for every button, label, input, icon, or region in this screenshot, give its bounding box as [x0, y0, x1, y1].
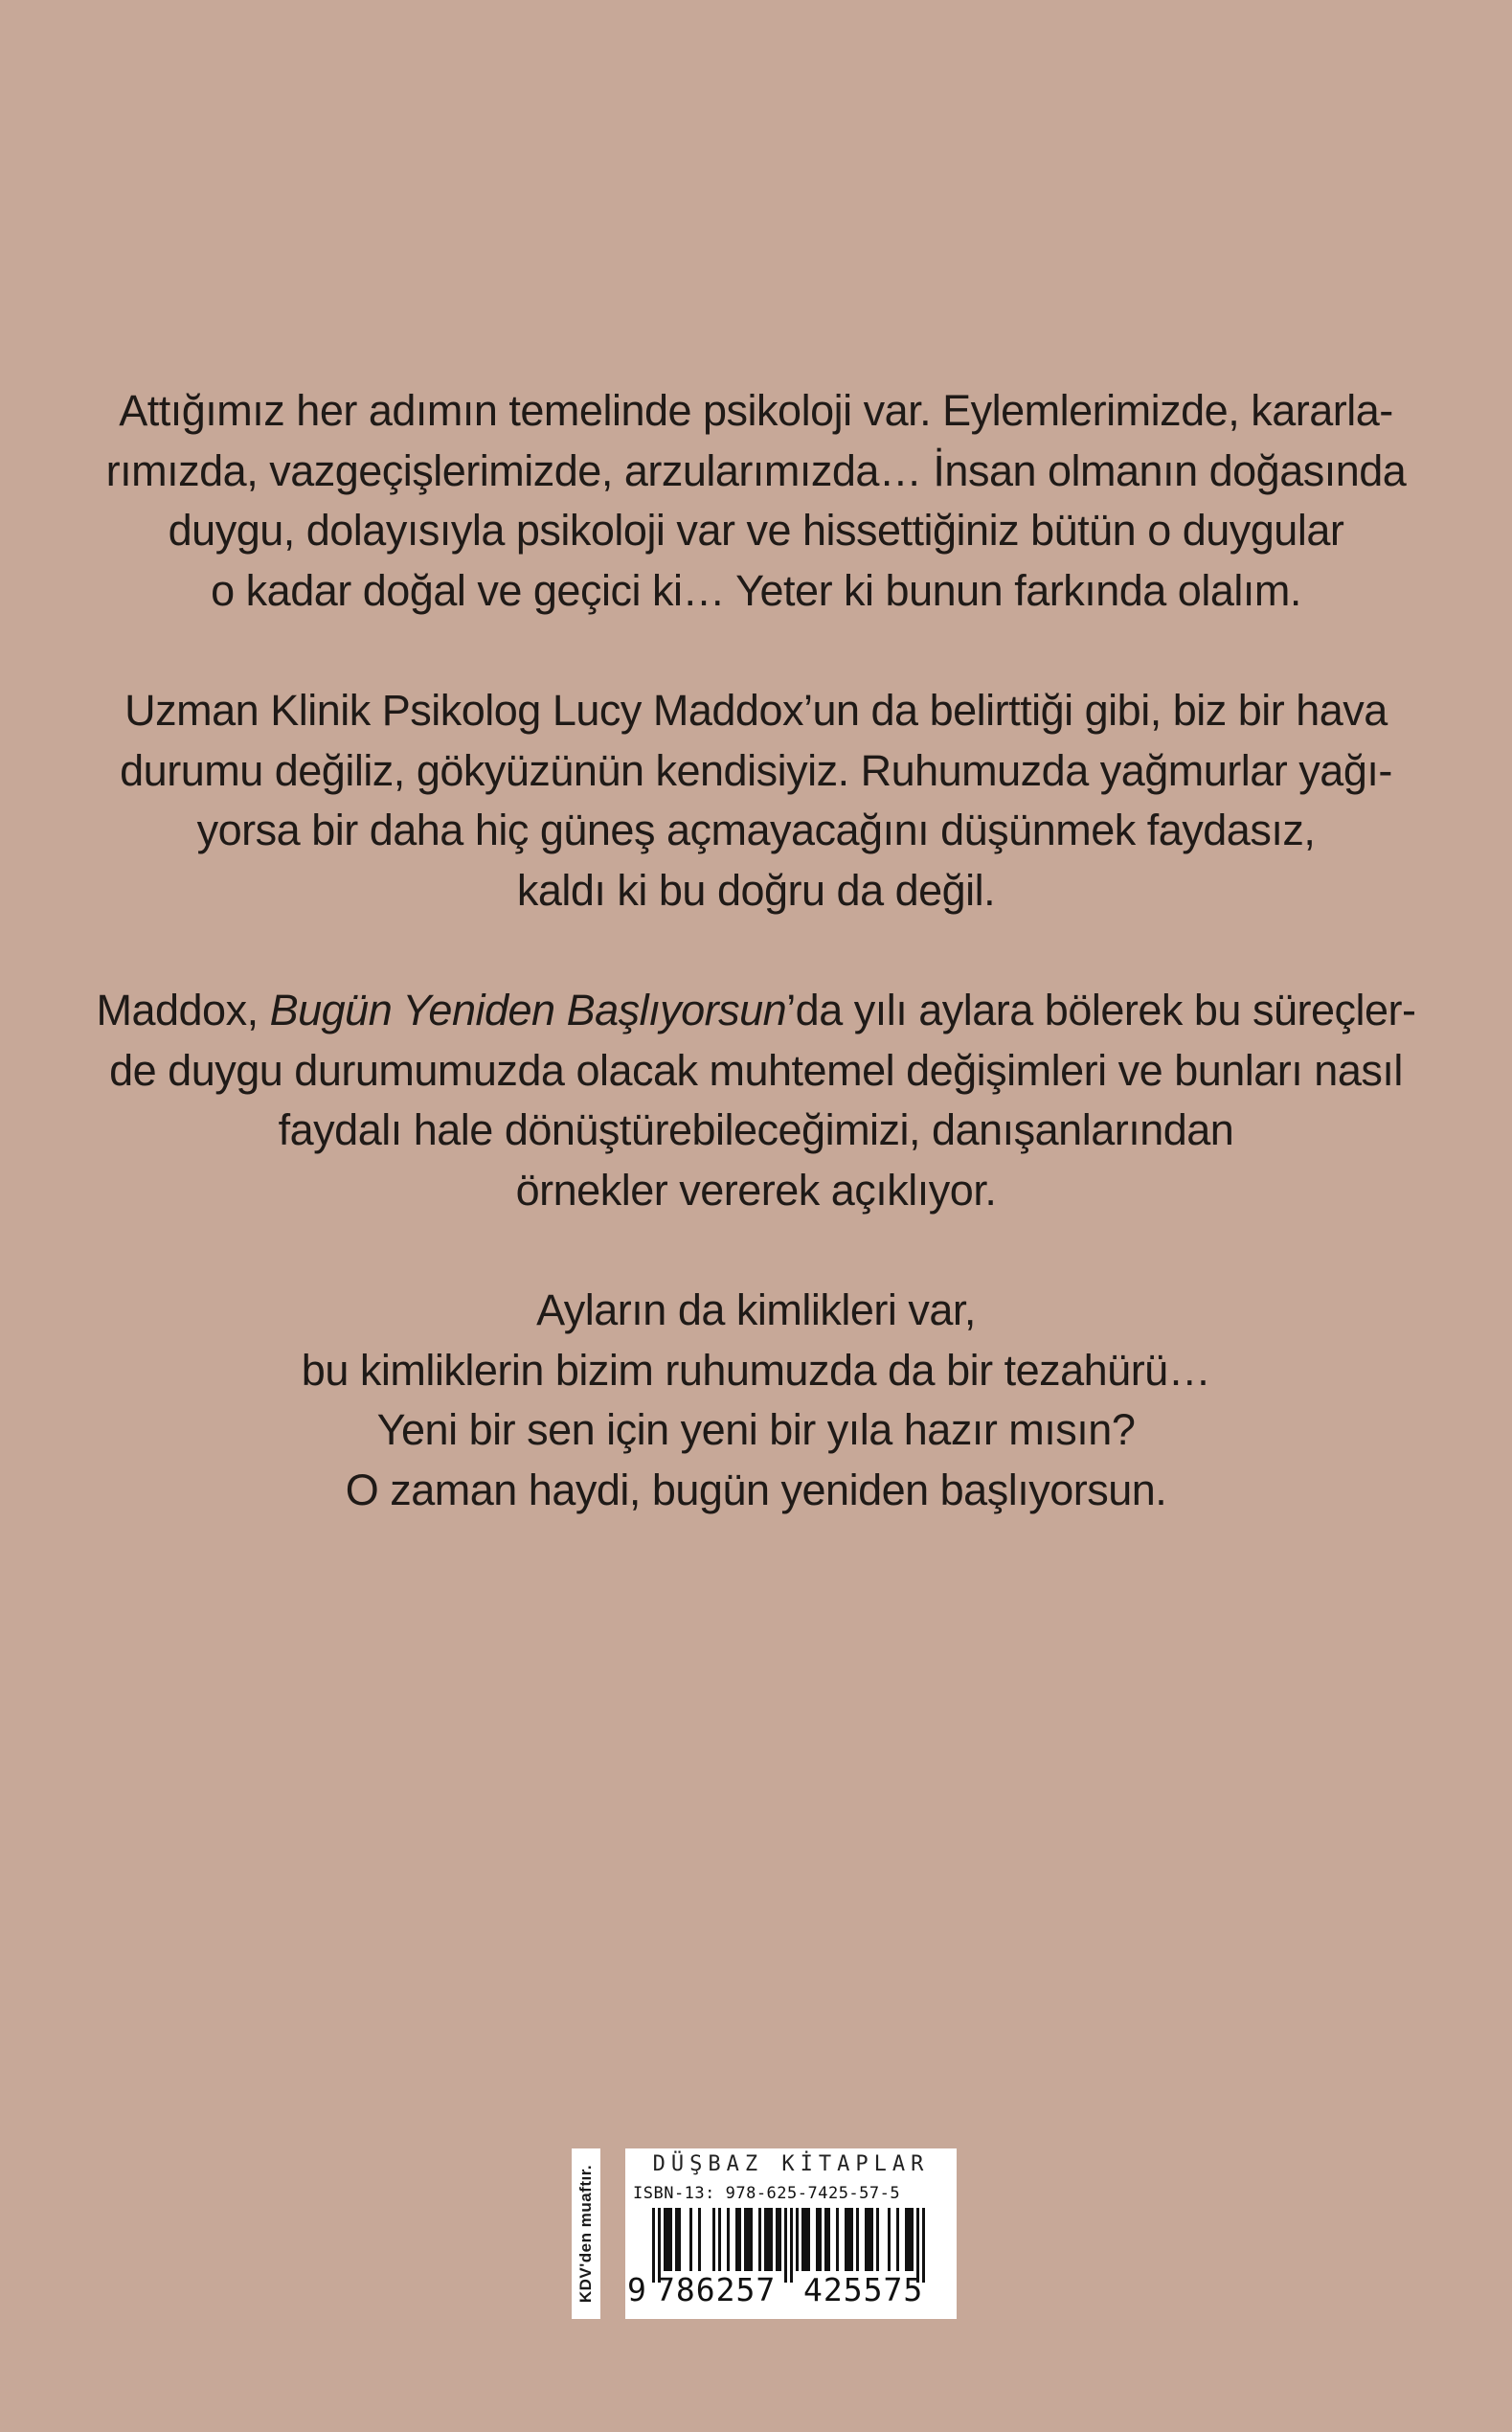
- publisher-name: DÜŞBAZ KİTAPLAR: [652, 2152, 930, 2176]
- isbn-label: ISBN-13: 978-625-7425-57-5: [633, 2184, 901, 2203]
- blurb-line: kaldı ki bu doğru da değil.: [516, 865, 996, 915]
- blurb-paragraph-4: [0, 1281, 1512, 1520]
- blurb-line: Uzman Klinik Psikolog Lucy Maddox’un da belirttiği gibi, biz bir hava: [124, 686, 1388, 735]
- barcode-bar: [758, 2208, 761, 2271]
- barcode-bar: [865, 2208, 873, 2271]
- barcode-bar: [718, 2208, 721, 2271]
- blurb-line: Attığımız her adımın temelinde psikoloji var. Eylemlerimizde, kararla-: [119, 386, 1393, 435]
- barcode-bar: [888, 2208, 891, 2271]
- barcode-bar: [876, 2208, 879, 2271]
- barcode-bar: [796, 2208, 799, 2271]
- blurb-line: o kadar doğal ve geçici ki… Yeter ki bunun farkında olalım.: [211, 565, 1301, 615]
- barcode-bar: [744, 2208, 753, 2271]
- blurb-line: de duygu durumumuzda olacak muhtemel değişimleri ve bunları nasıl: [109, 1045, 1403, 1095]
- barcode-bar: [845, 2208, 853, 2271]
- blurb-text: ’da yılı aylara bölerek bu süreçler-: [786, 986, 1416, 1034]
- barcode-bar: [664, 2208, 672, 2271]
- blurb-line: Ayların da kimlikleri var,: [536, 1285, 976, 1334]
- barcode-bar: [712, 2208, 715, 2271]
- barcode-bar: [790, 2208, 793, 2283]
- blurb-line: [0, 981, 1512, 1041]
- barcode-bar: [675, 2208, 681, 2271]
- barcode-bar: [784, 2208, 787, 2283]
- tax-exempt-note: [572, 2148, 600, 2319]
- book-title: Bugün Yeniden Başlıyorsun: [269, 986, 787, 1034]
- barcode-digit-group-1: 786257: [656, 2271, 777, 2308]
- blurb-line: durumu değiliz, gökyüzünün kendisiyiz. Ruhumuzda yağmurlar yağı-: [120, 745, 1392, 795]
- barcode-bar: [856, 2208, 859, 2271]
- barcode-block: [625, 2148, 957, 2319]
- tax-exempt-text: KDV'den muaftır.: [576, 2164, 595, 2304]
- barcode-digit-first: 9: [627, 2271, 646, 2308]
- barcode-bar: [776, 2208, 781, 2271]
- blurb-text: Maddox,: [96, 986, 270, 1034]
- blurb-line: rımızda, vazgeçişlerimizde, arzularımızda… İnsan olmanın doğasında: [105, 445, 1407, 495]
- blurb-paragraph-1: [0, 381, 1512, 621]
- barcode-bar: [905, 2208, 914, 2271]
- barcode-bar: [727, 2208, 730, 2271]
- blurb-line: bu kimliklerin bizim ruhumuzda da bir tezahürü…: [301, 1345, 1211, 1395]
- barcode-bar: [735, 2208, 741, 2271]
- barcode-bar: [801, 2208, 810, 2271]
- barcode-bar: [896, 2208, 899, 2271]
- barcode-bar: [689, 2208, 692, 2271]
- blurb-paragraph-2: [0, 681, 1512, 921]
- barcode-digit-group-2: 425575: [803, 2271, 924, 2308]
- blurb-line: Yeni bir sen için yeni bir yıla hazır mısın?: [376, 1405, 1136, 1454]
- barcode-bar: [698, 2208, 701, 2271]
- blurb-line: duygu, dolayısıyla psikoloji var ve hissettiğiniz bütün o duygular: [168, 506, 1344, 555]
- back-cover-blurb: [0, 381, 1512, 1580]
- barcode-bar: [764, 2208, 773, 2271]
- blurb-line: faydalı hale dönüştürebileceğimizi, danışanlarından: [278, 1105, 1234, 1154]
- barcode-bar: [652, 2208, 655, 2283]
- barcode-bar: [824, 2208, 830, 2271]
- blurb-line: yorsa bir daha hiç güneş açmayacağını düşünmek faydasız,: [196, 806, 1316, 854]
- barcode-bar: [836, 2208, 839, 2271]
- barcode-bar: [816, 2208, 822, 2271]
- blurb-line: O zaman haydi, bugün yeniden başlıyorsun.: [345, 1465, 1167, 1514]
- blurb-paragraph-3: [0, 981, 1512, 1220]
- blurb-line: örnekler vererek açıklıyor.: [515, 1165, 997, 1215]
